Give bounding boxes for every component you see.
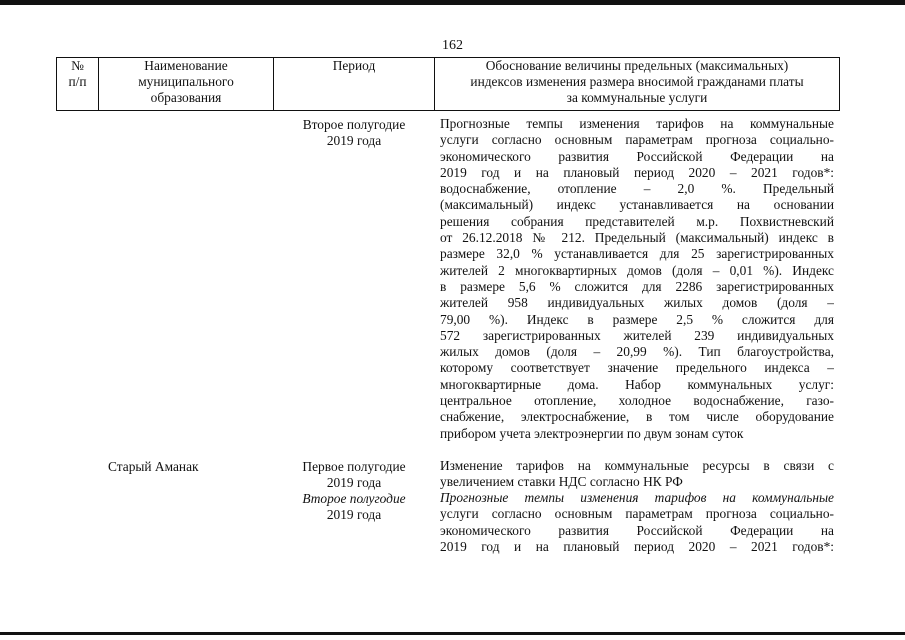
period-line: Второе полугодие [302, 491, 406, 506]
header-col-reason-line: индексов изменения размера вносимой гражданами платы [470, 74, 804, 89]
reason-line: размере 32,0 % устанавливается для 25 зарегистрированных [440, 246, 834, 262]
header-col-number [57, 58, 98, 90]
row1-reason [440, 116, 834, 442]
period-line: Второе полугодие [302, 117, 406, 132]
header-col-reason [435, 58, 839, 106]
reason-line: Прогнозные темпы изменения тарифов на коммунальные [440, 490, 834, 505]
row2-municipality [108, 459, 268, 475]
header-col-name [99, 58, 273, 106]
reason-line: решения собрания представителей м.р. Похвистневский [440, 213, 834, 229]
reason-line: услуги согласно основным параметрам прогноза социально- [440, 506, 834, 522]
reason-line: центральное отопление, холодное водоснабжение, газо- [440, 393, 834, 409]
period-line: Первое полугодие [302, 459, 406, 474]
header-col-period [274, 58, 434, 74]
reason-line: 2019 год и на плановый период 2020 – 2021 годов*: [440, 164, 834, 180]
reason-line: экономического развития Российской Федерации на [440, 148, 834, 164]
row2-period-2 [278, 491, 430, 523]
header-col-period-line: Период [332, 58, 376, 73]
reason-line: жителей 958 индивидуальных жилых домов (доля – [440, 295, 834, 311]
reason-line: в размере 5,6 % сложится для 2286 зарегистрированных [440, 278, 834, 294]
reason-line: водоснабжение, отопление – 2,0 %. Предельный [440, 181, 834, 197]
period-line: 2019 года [326, 507, 382, 522]
reason-line: прибором учета электроэнергии по двум зонам суток [440, 425, 744, 441]
header-col-name-line: Наименование [144, 58, 228, 73]
page-number: 162 [442, 38, 463, 53]
reason-line: 2019 год и на плановый период 2020 – 2021 годов*: [440, 538, 834, 554]
row2-reason-2 [440, 490, 834, 555]
header-col-number-line: п/п [68, 74, 87, 89]
reason-line: от 26.12.2018 № 212. Предельный (максимальный) индекс в [440, 230, 834, 246]
row2-period-1 [278, 459, 430, 491]
header-vline-5 [839, 57, 840, 111]
reason-line: Прогнозные темпы изменения тарифов на коммунальные [440, 116, 834, 131]
reason-line: жителей 2 многоквартирных домов (доля – 0,01 %). Индекс [440, 262, 834, 278]
reason-line: 79,00 %). Индекс в размере 2,5 % сложится для [440, 311, 834, 327]
header-col-name-line: муниципального [138, 74, 234, 89]
reason-line: услуги согласно основным параметрам прогноза социально- [440, 132, 834, 148]
header-col-reason-line: за коммунальные услуги [566, 90, 708, 105]
reason-line: которому соответствует значение предельного индекса – [440, 360, 834, 376]
bottom-border [0, 632, 905, 635]
period-line: 2019 года [326, 133, 382, 148]
row2-reason-1 [440, 458, 834, 491]
reason-line: (максимальный) индекс устанавливается на основании [440, 197, 834, 213]
reason-line: многоквартирные дома. Набор коммунальных услуг: [440, 376, 834, 392]
reason-line: снабжение, электроснабжение, в том числе оборудование [440, 409, 834, 425]
reason-line: 572 зарегистрированных жителей 239 индивидуальных [440, 327, 834, 343]
header-col-reason-line: Обоснование величины предельных (максимальных) [485, 58, 789, 73]
reason-line: увеличением ставки НДС согласно НК РФ [440, 474, 683, 490]
row1-period [278, 117, 430, 149]
period-line: 2019 года [326, 475, 382, 490]
reason-line: Изменение тарифов на коммунальные ресурсы в связи с [440, 458, 834, 473]
top-border [0, 0, 905, 5]
reason-line: экономического развития Российской Федерации на [440, 522, 834, 538]
header-col-name-line: образования [150, 90, 222, 105]
reason-line: жилых домов (доля – 20,99 %). Тип благоустройства, [440, 344, 834, 360]
municipality-name: Старый Аманак [108, 459, 199, 474]
header-bottom-line [56, 110, 840, 111]
header-col-number-line: № [71, 58, 84, 73]
